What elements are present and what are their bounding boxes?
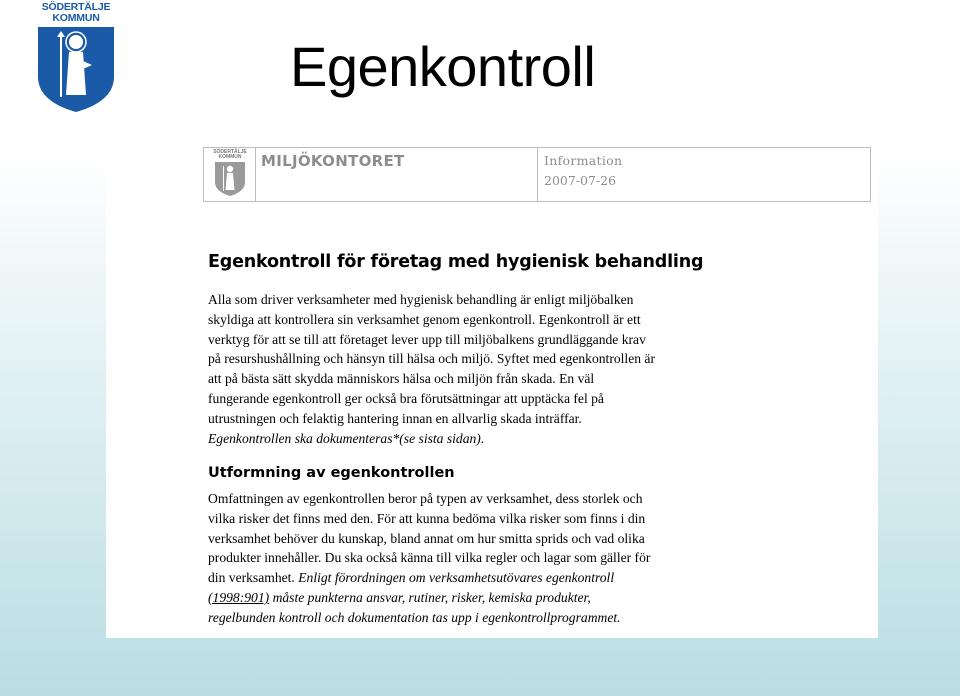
letterhead-logo	[204, 148, 256, 201]
paragraph-line: fungerande egenkontroll ger också bra förutsättningar att upptäcka fel på	[208, 390, 604, 406]
paragraph-line: verksamhet behöver du kunskap, bland annat om hur smitta sprids och vad olika	[208, 530, 645, 546]
letterhead-logo-text: SÖDERTÄLJE KOMMUN	[213, 149, 247, 160]
documentation-note: Egenkontrollen ska dokumenteras*(se sista sidan).	[208, 430, 485, 446]
paragraph-line: på resurshushållning och hänsyn till hälsa och miljö. Syftet med egenkontrollen är	[208, 351, 655, 367]
intro-paragraph	[208, 290, 748, 448]
letterhead-divider	[537, 148, 538, 201]
paragraph-line: Omfattningen av egenkontrollen beror på typen av verksamhet, dess storlek och	[208, 491, 643, 506]
paragraph-line: regelbunden kontroll och dokumentation tas upp i egenkontrollprogrammet.	[208, 609, 621, 625]
document-date: 2007-07-26	[544, 173, 617, 188]
regulation-text: måste punkterna ansvar, rutiner, risker, kemiska produkter,	[269, 589, 591, 605]
paragraph-line: utrustningen och felaktig hantering innan en allvarlig skada inträffar.	[208, 410, 582, 426]
paragraph-line: skyldiga att kontrollera sin verksamhet genom egenkontroll. Egenkontroll är ett	[208, 311, 641, 327]
logo-text-line1: SÖDERTÄLJE	[41, 1, 111, 13]
regulation-text: Enligt förordningen om verksamhetsutövares egenkontroll	[298, 570, 615, 586]
design-paragraph	[208, 489, 748, 628]
section-heading: Utformning av egenkontrollen	[208, 465, 455, 481]
paragraph-line: Alla som driver verksamheter med hygienisk behandling är enligt miljöbalken	[208, 292, 634, 307]
paragraph-line: vilka risker det finns med den. För att kunna bedöma vilka risker som finns i din	[208, 510, 646, 526]
slide-title: Egenkontroll	[290, 35, 596, 98]
letterhead	[203, 147, 871, 202]
paragraph-line: att på bästa sätt skydda människors hälsa och miljön från skada. En väl	[208, 371, 595, 387]
paragraph-text: din verksamhet.	[208, 570, 299, 586]
logo-text-line2: KOMMUN	[52, 12, 100, 24]
coat-of-arms-icon	[36, 25, 116, 113]
logo-text	[30, 2, 122, 24]
coat-of-arms-icon	[214, 161, 246, 197]
paragraph-line	[208, 568, 748, 588]
office-name: MILJÖKONTORET	[261, 152, 405, 170]
paragraph-line	[208, 588, 748, 608]
paragraph-line: produkter innehåller. Du ska också känna till vilka regler och lagar som gäller för	[208, 550, 651, 566]
document-type: Information	[544, 153, 623, 168]
sodertalje-logo	[30, 0, 122, 114]
document-page	[106, 134, 878, 638]
law-reference-link[interactable]: (1998:901)	[208, 589, 270, 605]
document-heading: Egenkontroll för företag med hygienisk behandling	[208, 252, 704, 272]
paragraph-line: verktyg för att se till att företaget lever upp till miljöbalkens grundläggande krav	[208, 331, 646, 347]
